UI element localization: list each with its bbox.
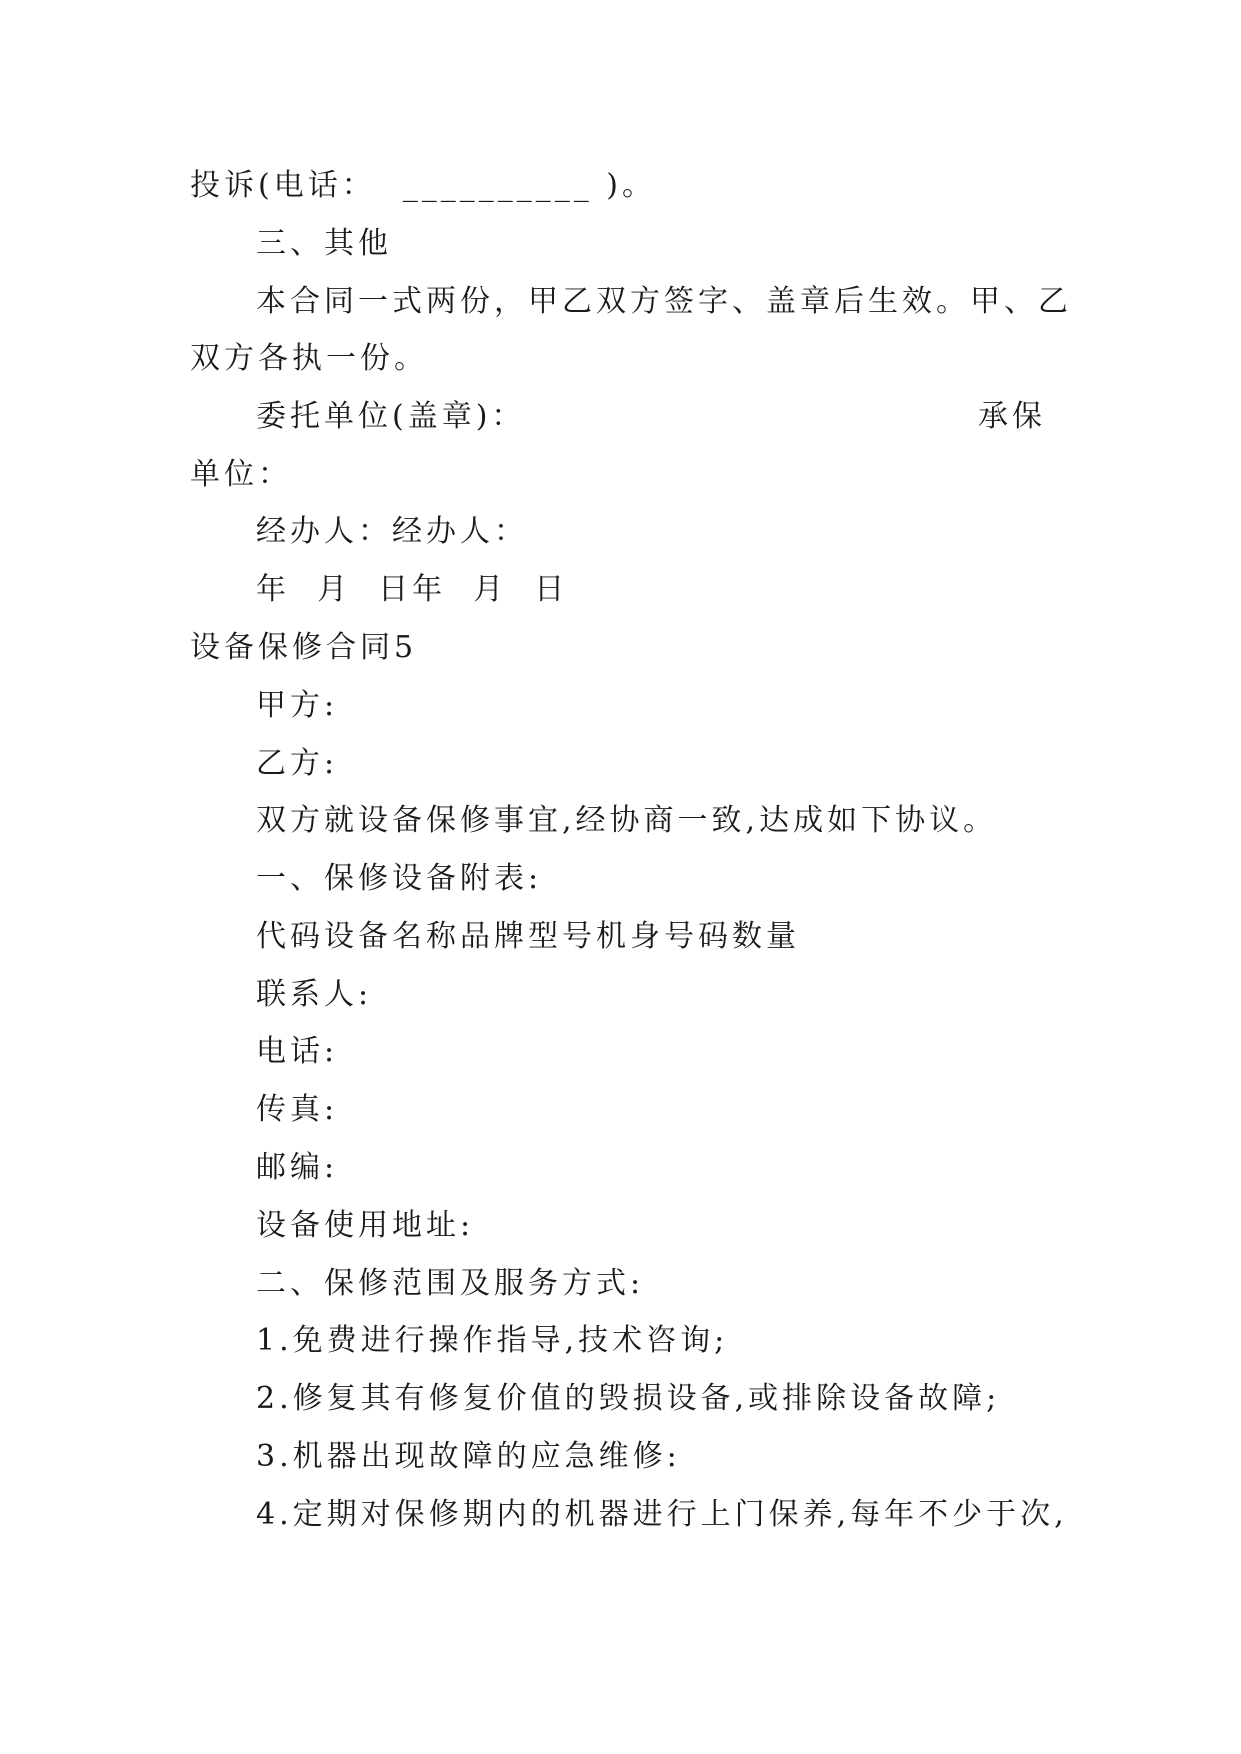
scope-item-1: 1.免费进行操作指导,技术咨询;	[256, 1323, 729, 1358]
scope-item-3: 3.机器出现故障的应急维修:	[256, 1439, 681, 1474]
agreement-intro: 双方就设备保修事宜,经协商一致,达成如下协议。	[256, 803, 998, 838]
contractor-label-part2: 单位：	[190, 457, 292, 492]
handler-labels: 经办人：经办人：	[256, 514, 528, 549]
scope-item-4: 4.定期对保修期内的机器进行上门保养,每年不少于次,	[256, 1497, 1068, 1532]
party-b-label: 乙方:	[256, 746, 339, 781]
phone-label: 电话:	[256, 1034, 339, 1069]
scope-item-2: 2.修复其有修复价值的毁损设备,或排除设备故障;	[256, 1381, 1001, 1416]
section-heading-other: 三、其他	[256, 226, 392, 261]
contractor-label-part1: 承保	[978, 399, 1046, 434]
date-fields: 年 月 日年 月 日	[256, 572, 569, 607]
contract-title: 设备保修合同5	[190, 630, 418, 665]
contact-person-label: 联系人:	[256, 977, 373, 1012]
paragraph-copies-line1: 本合同一式两份，甲乙双方签字、盖章后生效。甲、乙	[256, 284, 1072, 319]
client-unit-seal-label: 委托单位(盖章)：	[256, 399, 526, 434]
fax-label: 传真:	[256, 1092, 339, 1127]
complaint-phone-line: 投诉(电话： __________ )。	[190, 168, 657, 203]
party-a-label: 甲方:	[256, 688, 339, 723]
equipment-table-header: 代码设备名称品牌型号机身号码数量	[256, 919, 800, 954]
section-heading-equipment-table: 一、保修设备附表:	[256, 861, 543, 896]
postcode-label: 邮编:	[256, 1150, 339, 1185]
section-heading-scope: 二、保修范围及服务方式:	[256, 1266, 645, 1301]
equipment-address-label: 设备使用地址:	[256, 1208, 475, 1243]
paragraph-copies-line2: 双方各执一份。	[190, 341, 428, 376]
